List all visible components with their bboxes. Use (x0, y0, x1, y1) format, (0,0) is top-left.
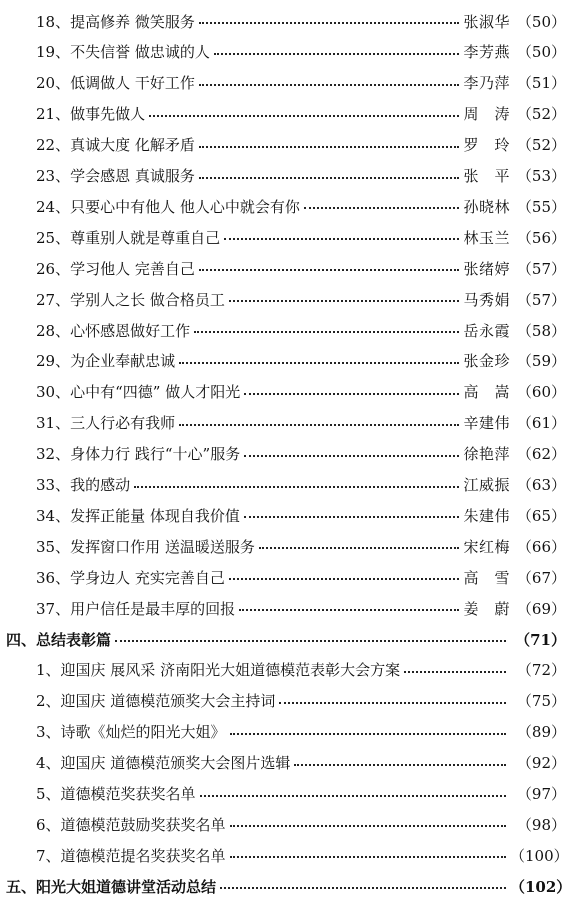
dot-leader (259, 547, 460, 549)
toc-entry-page-number: （50） (516, 12, 566, 31)
toc-entry (36, 717, 566, 747)
toc-entry-author: 李芳燕 (463, 43, 510, 62)
toc-entry-title: 5、道德模范奖获奖名单 (36, 785, 196, 803)
toc-entry-author: 高 雪 (463, 568, 510, 587)
toc-entry-title: 29、为企业奉献忠诚 (36, 352, 176, 371)
toc-entry-title: 3、诗歌《灿烂的阳光大姐》 (36, 723, 226, 742)
toc-entry-title: 7、道德模范提名奖获奖名单 (36, 846, 226, 865)
toc-entry-author: 辛建伟 (463, 414, 510, 433)
toc-entry-author: 张绪婷 (463, 259, 510, 278)
toc-entry-page-number: （75） (516, 692, 566, 711)
dot-leader (279, 702, 506, 704)
toc-entry-page-number: （51） (516, 74, 566, 93)
toc-entry-title: 36、学身边人 充实完善自己 (36, 568, 225, 587)
toc-entry-page-number: （58） (516, 321, 566, 340)
toc-entry-page-number: （72） (516, 661, 566, 680)
dot-leader (179, 362, 459, 364)
toc-entry-title: 19、不失信誉 做忠诚的人 (36, 43, 210, 62)
toc-entry-page-number: （97） (516, 785, 566, 803)
toc-entry (36, 191, 566, 221)
toc-entry (36, 130, 566, 160)
toc-entry-page-number: （60） (516, 383, 566, 402)
toc-entry-author: 张 平 (463, 167, 510, 185)
dot-leader (149, 115, 459, 117)
toc-entry-page-number: （53） (516, 167, 566, 185)
toc-entry-page-number: （62） (516, 445, 566, 464)
dot-leader (230, 733, 506, 735)
toc-entry-title: 四、总结表彰篇 (6, 630, 112, 649)
toc-entry-author: 高 嵩 (463, 383, 510, 402)
dot-leader (199, 84, 460, 86)
dot-leader (115, 640, 506, 642)
toc-entry-page-number: （52） (516, 105, 566, 124)
toc-entry-author: 林玉兰 (463, 228, 510, 247)
toc-entry (36, 809, 566, 839)
toc-entry-author: 徐艳萍 (463, 445, 510, 464)
toc-entry-author: 姜 蔚 (463, 599, 510, 618)
toc-section-heading (6, 871, 572, 901)
toc-entry-author: 张金珍 (463, 352, 510, 371)
toc-entry-page-number: （67） (516, 568, 566, 587)
dot-leader (229, 300, 460, 302)
toc-entry-title: 34、发挥正能量 体现自我价值 (36, 506, 240, 525)
toc-entry-author: 周 涛 (463, 105, 510, 124)
toc-entry-title: 35、发挥窗口作用 送温暖送服务 (36, 537, 255, 556)
dot-leader (199, 146, 460, 148)
dot-leader (230, 825, 506, 827)
toc-entry (36, 222, 566, 252)
dot-leader (199, 22, 460, 24)
toc-entry-title: 27、学别人之长 做合格员工 (36, 290, 225, 309)
dot-leader (404, 671, 506, 673)
dot-leader (224, 238, 459, 240)
toc-entry-author: 江威振 (463, 476, 510, 494)
toc-entry (36, 6, 566, 36)
dot-leader (220, 887, 506, 889)
dot-leader (239, 609, 459, 611)
toc-entry (36, 377, 566, 407)
toc-entry-title: 33、我的感动 (36, 476, 131, 494)
toc-entry-page-number: （100） (510, 846, 569, 865)
toc-entry (36, 439, 566, 469)
toc-entry-title: 21、做事先做人 (36, 105, 146, 124)
toc-entry-title: 五、阳光大姐道德讲堂活动总结 (6, 877, 217, 896)
toc-entry-title: 2、迎国庆 道德模范颁奖大会主持词 (36, 692, 276, 711)
toc-entry-page-number: （56） (516, 228, 566, 247)
toc-entry-title: 24、只要心中有他人 他人心中就会有你 (36, 197, 300, 216)
toc-entry (36, 655, 566, 685)
toc-entry (36, 346, 566, 376)
toc-entry (36, 284, 566, 314)
dot-leader (214, 53, 460, 55)
toc-entry (36, 500, 566, 530)
toc-entry-title: 28、心怀感恩做好工作 (36, 321, 191, 340)
toc-entry (36, 37, 566, 67)
toc-entry (36, 315, 566, 345)
dot-leader (244, 455, 459, 457)
toc-entry (36, 161, 566, 191)
dot-leader (199, 269, 460, 271)
toc-entry-title: 37、用户信任是最丰厚的回报 (36, 599, 236, 618)
toc-entry (36, 593, 566, 623)
toc-entry-page-number: （61） (516, 414, 566, 433)
toc-entry-title: 31、三人行必有我师 (36, 414, 176, 433)
dot-leader (194, 331, 459, 333)
toc-entry (36, 408, 566, 438)
toc-entry-page-number: （63） (516, 476, 566, 494)
dot-leader (230, 856, 506, 858)
toc-entry (36, 68, 566, 98)
toc-entry-page-number: （55） (516, 197, 566, 216)
toc-entry (36, 748, 566, 778)
toc-entry-page-number: （50） (516, 43, 566, 62)
toc-entry-author: 李乃萍 (463, 74, 510, 93)
toc-entry-page-number: （69） (516, 599, 566, 618)
toc-entry (36, 779, 566, 809)
dot-leader (200, 795, 506, 797)
toc-entry-page-number: （98） (516, 815, 566, 834)
toc-entry-title: 1、迎国庆 展风采 济南阳光大姐道德模范表彰大会方案 (36, 661, 401, 680)
toc-entry-page-number: （59） (516, 352, 566, 371)
toc-entry-author: 朱建伟 (463, 506, 510, 525)
dot-leader (244, 393, 459, 395)
toc-entry-title: 32、身体力行 践行“十心”服务 (36, 445, 241, 464)
dot-leader (304, 207, 460, 209)
toc-entry-title: 30、心中有“四德” 做人才阳光 (36, 383, 241, 402)
toc-entry-author: 宋红梅 (463, 537, 510, 556)
toc-entry-title: 22、真诚大度 化解矛盾 (36, 136, 195, 155)
toc-entry-title: 6、道德模范鼓励奖获奖名单 (36, 815, 226, 834)
dot-leader (179, 424, 459, 426)
toc-entry (36, 99, 566, 129)
toc-entry (36, 531, 566, 561)
dot-leader (244, 516, 460, 518)
toc-entry (36, 686, 566, 716)
toc-entry-title: 26、学习他人 完善自己 (36, 259, 195, 278)
toc-entry (36, 840, 569, 870)
toc-entry-page-number: （57） (516, 290, 566, 309)
toc-entry-title: 23、学会感恩 真诚服务 (36, 167, 195, 185)
toc-entry-page-number: （65） (516, 506, 566, 525)
toc-entry-page-number: （102） (510, 877, 572, 896)
toc-entry (36, 470, 566, 500)
toc-entry-page-number: （57） (516, 259, 566, 278)
toc-entry-author: 孙晓林 (463, 197, 510, 216)
dot-leader (294, 764, 506, 766)
toc-entry-title: 25、尊重别人就是尊重自己 (36, 228, 221, 247)
toc-entry-title: 18、提高修养 微笑服务 (36, 12, 195, 31)
toc-entry (36, 562, 566, 592)
toc-entry-page-number: （89） (516, 723, 566, 742)
dot-leader (134, 486, 459, 488)
toc-section-heading (6, 624, 566, 654)
toc-entry-page-number: （66） (516, 537, 566, 556)
toc-entry-author: 马秀娟 (463, 290, 510, 309)
toc-entry (36, 253, 566, 283)
toc-entry-page-number: （71） (515, 630, 566, 649)
dot-leader (229, 578, 460, 580)
toc-entry-author: 罗 玲 (463, 136, 510, 155)
toc-entry-title: 4、迎国庆 道德模范颁奖大会图片选辑 (36, 754, 291, 773)
toc-entry-author: 岳永霞 (463, 321, 510, 340)
toc-entry-page-number: （52） (516, 136, 566, 155)
toc-entry-author: 张淑华 (463, 12, 510, 31)
dot-leader (199, 177, 460, 179)
toc-entry-page-number: （92） (516, 754, 566, 773)
toc-entry-title: 20、低调做人 干好工作 (36, 74, 195, 93)
